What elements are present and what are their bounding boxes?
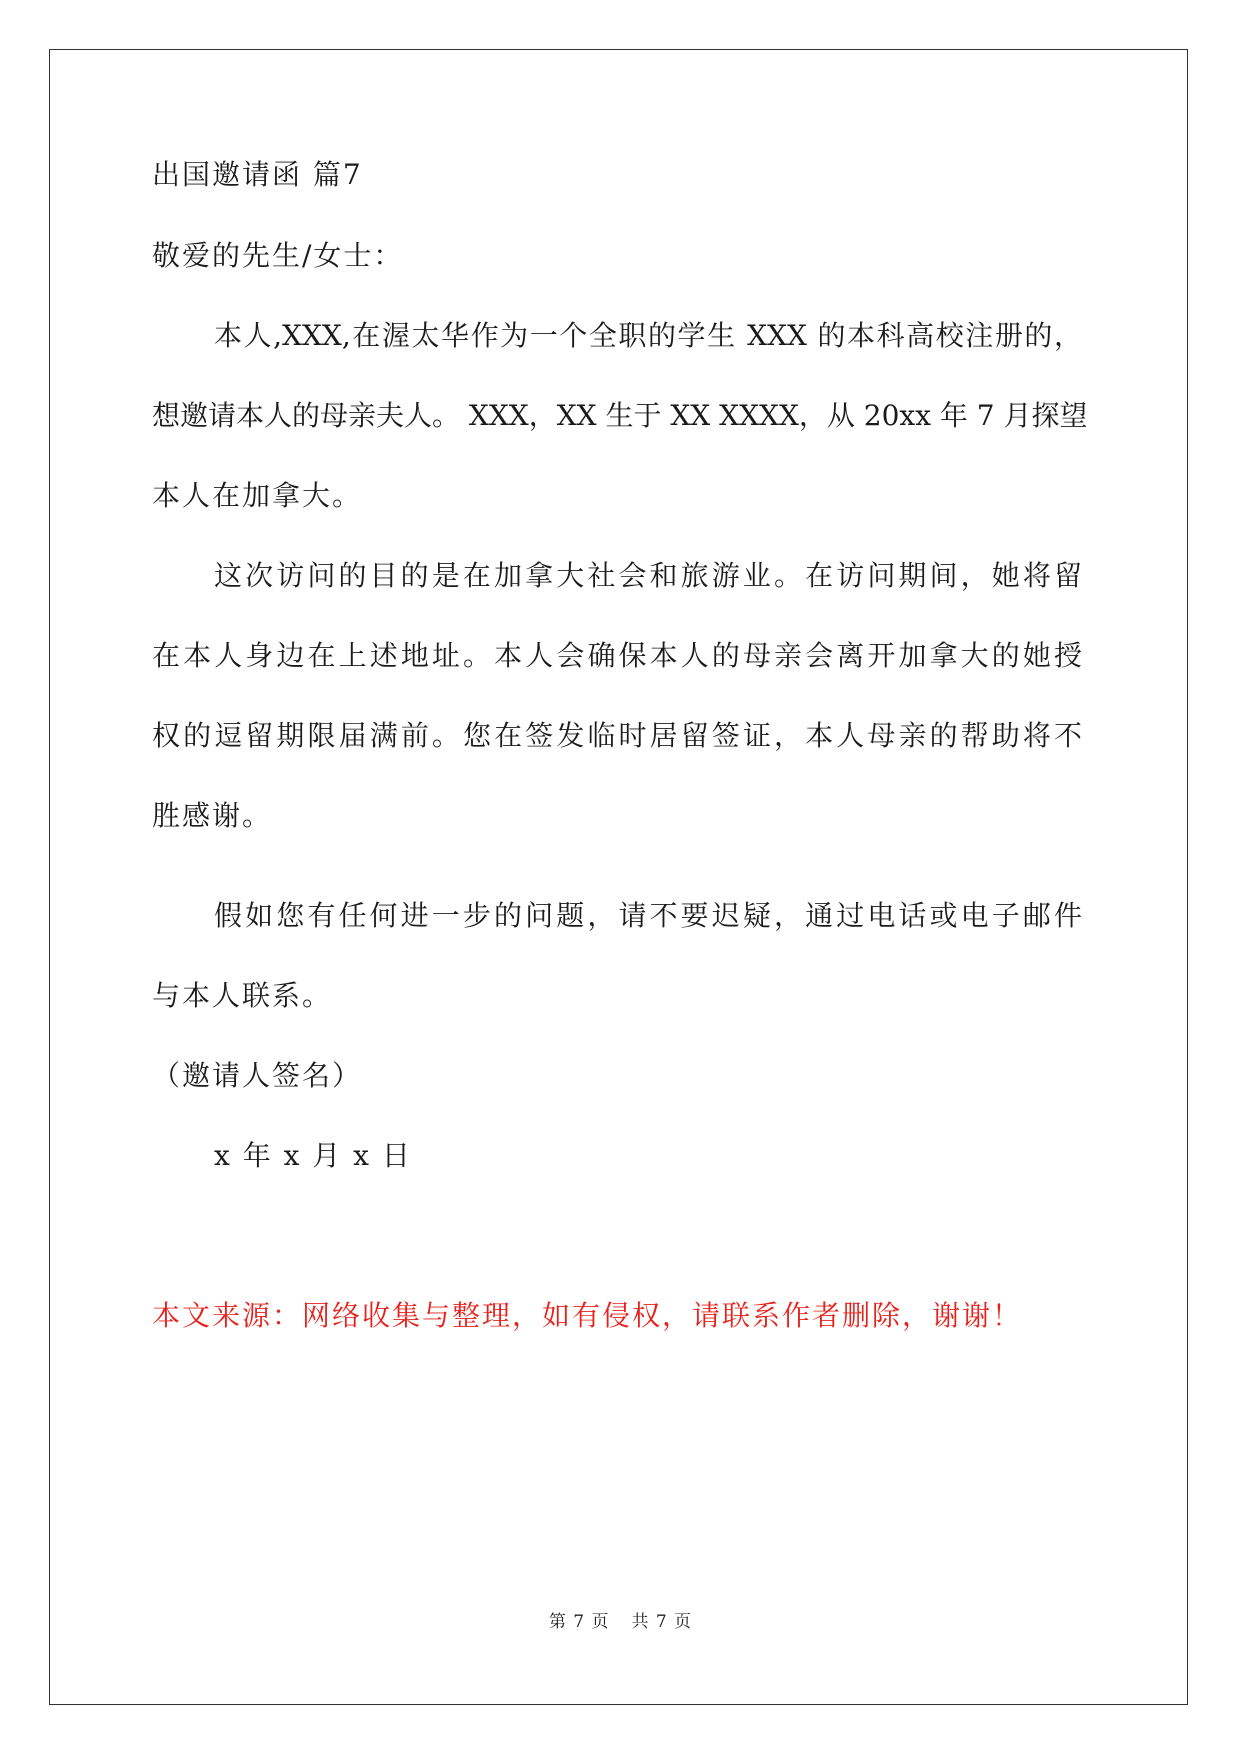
- document-title: 出国邀请函 篇7: [152, 158, 363, 191]
- paragraph-3-line-2: 与本人联系。: [152, 979, 333, 1012]
- page-border: [49, 49, 1188, 1705]
- signature-label: （邀请人签名）: [152, 1059, 363, 1092]
- page-footer: [0, 1612, 1241, 1632]
- paragraph-2-line-1: 这次访问的目的是在加拿大社会和旅游业。在访问期间，她将留: [214, 559, 1082, 592]
- page-total: 共 7 页: [631, 1612, 693, 1632]
- paragraph-1-line-1: 本人,XXX,在渥太华作为一个全职的学生 XXX 的本科高校注册的，: [214, 319, 1082, 352]
- page-number: 第 7 页: [548, 1612, 610, 1632]
- paragraph-1-line-3: 本人在加拿大。: [152, 479, 363, 512]
- paragraph-2-line-2: 在本人身边在上述地址。本人会确保本人的母亲会离开加拿大的她授: [152, 639, 1082, 672]
- paragraph-2-line-4: 胜感谢。: [152, 799, 273, 832]
- paragraph-1-line-2: 想邀请本人的母亲夫人。 XXX，XX 生于 XX XXXX，从 20xx 年 7 月探望: [152, 399, 1088, 432]
- salutation: 敬爱的先生/女士：: [152, 239, 404, 272]
- date-line: x 年 x 月 x 日: [214, 1139, 412, 1172]
- source-notice: 本文来源：网络收集与整理，如有侵权，请联系作者删除，谢谢！: [152, 1299, 1023, 1332]
- paragraph-3-line-1: 假如您有任何进一步的问题，请不要迟疑，通过电话或电子邮件: [214, 899, 1082, 932]
- paragraph-2-line-3: 权的逗留期限届满前。您在签发临时居留签证，本人母亲的帮助将不: [152, 719, 1082, 752]
